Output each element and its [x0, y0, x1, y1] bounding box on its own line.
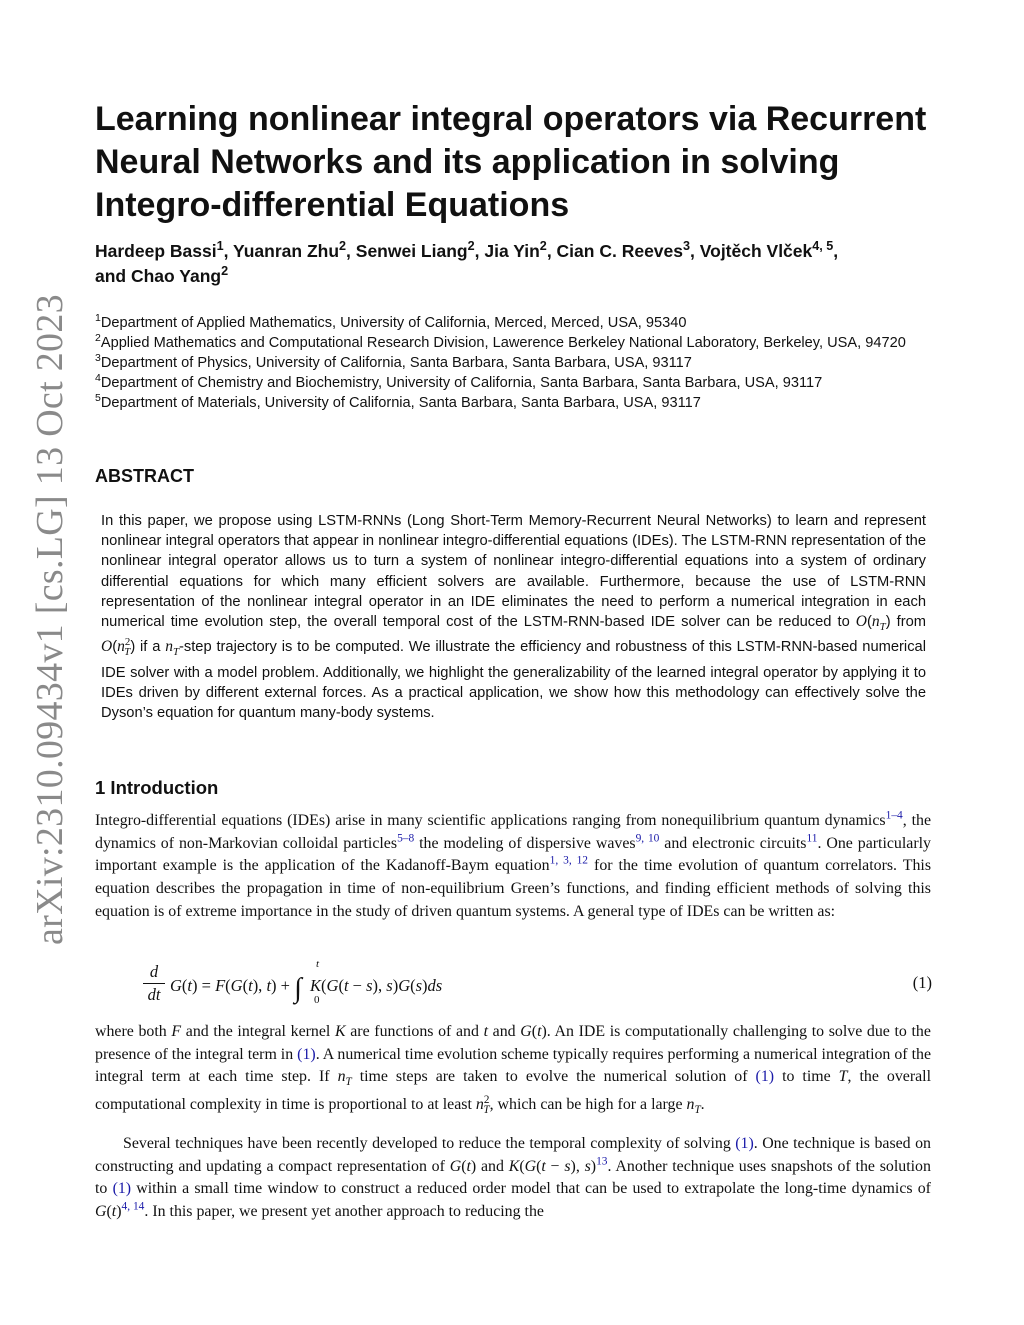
equation-body: G(t) = F(G(t), t) + ∫ K(G(t − s), s)G(s)ds: [170, 973, 443, 1004]
equation-number: (1): [912, 973, 932, 992]
citation-link[interactable]: 1–4: [885, 809, 903, 822]
equation-1: d dt G(t) = F(G(t), t) + ∫ K(G(t − s), s)G(s)ds t 0 (1): [140, 962, 932, 1010]
affiliation: $^3$Department of Physics, University of California, Santa Barbara, Santa Barbara, USA, 93117: [95, 352, 692, 371]
equation-ref-link[interactable]: (1): [735, 1135, 754, 1152]
intro-paragraph-3: Several techniques have been recently developed to reduce the temporal complexity of solving (1). One technique is based on constructing and updating a compact representation of G(t) and K(G(t − s), s)$^{13}$. Another technique uses snapshots of the solution to (1) within a small time window to construct a reduced order model that can be used to extrapolate the long-time dynamics of $G(t)^{4, 14}$. In this paper, we present yet another approach to reducing the: [95, 1135, 931, 1221]
author: Yuanran Zhu$^2$: [233, 239, 347, 261]
equation-ref-link[interactable]: (1): [297, 1045, 316, 1063]
abstract-heading: ABSTRACT: [95, 466, 194, 486]
affiliation: $^4$Department of Chemistry and Biochemistry, University of California, Santa Barbara, Santa Barbara, USA, 93117: [95, 372, 823, 391]
paper-title: Learning nonlinear integral operators via Recurrent Neural Networks and its application in solving Integro-differential Equations: [95, 100, 927, 224]
derivative-fraction: d dt: [143, 962, 165, 1005]
equation-ref-link[interactable]: (1): [112, 1180, 132, 1198]
author: Cian C. Reeves$^3$: [556, 239, 691, 261]
author-list: Hardeep Bassi$^1$, Yuanran Zhu$^2$, Senwei Liang$^2$, Jia Yin$^2$, Cian C. Reeves$^3$, Vojtěch Vlček$^{4, 5}$, and Chao Yang$^2$: [95, 239, 839, 286]
intro-paragraph-2: where both F and the integral kernel K are functions of and t and G(t). An IDE is computationally challenging to solve due to the presence of the integral term in (1). A numerical time evolution scheme typically requires performing a numerical integration of the integral term at each time step. If $n_T$ time steps are taken to evolve the numerical solution of (1) to time T, the overall computational complexity in time is proportional to at least $n^2_T$, which can be high for a large $n_T$.: [95, 1023, 931, 1117]
citation-link[interactable]: 11: [806, 832, 818, 845]
author: Senwei Liang$^2$: [355, 239, 475, 261]
author: and Chao Yang$^2$: [95, 264, 229, 286]
citation-link[interactable]: 13: [596, 1155, 608, 1168]
section-heading-introduction: 1 Introduction: [95, 777, 219, 798]
affiliation-list: [95, 313, 935, 413]
citation-link[interactable]: 4, 14: [121, 1200, 145, 1213]
affiliation: $^1$Department of Applied Mathematics, University of California, Merced, Merced, USA, 95340: [95, 312, 687, 331]
author: Vojtěch Vlček$^{4, 5}$: [699, 239, 834, 261]
arxiv-stamp: arXiv:2310.09434v1 [cs.LG] 13 Oct 2023: [29, 294, 71, 945]
citation-link[interactable]: 1, 3, 12: [549, 855, 589, 868]
equation-ref-link[interactable]: (1): [755, 1068, 775, 1086]
citation-link[interactable]: 9, 10: [635, 832, 660, 845]
intro-paragraph-1: Integro-differential equations (IDEs) arise in many scientific applications ranging from nonequilibrium quantum dynamics$^{1-4}$, the dynamics of non-Markovian colloidal particles$^{5-8}$ the modeling of dispersive waves$^{9, 10}$ and electronic circuits$^{11}$. One particularly important example is the application of the Kadanoff-Baym equation$^{1, 3, 12}$ for the time evolution of quantum correlators. This equation describes the propagation in time of non-equilibrium Green’s functions, and finding efficient methods of solving this equation is of extreme importance in the study of driven quantum systems. A general type of IDEs can be written as:: [95, 809, 932, 920]
citation-link[interactable]: 5–8: [397, 832, 415, 845]
affiliation: $^2$Applied Mathematics and Computational Research Division, Lawerence Berkeley National Laboratory, Berkeley, USA, 94720: [95, 332, 906, 351]
abstract-text: In this paper, we propose using LSTM-RNNs (Long Short-Term Memory-Recurrent Neural Networks) to learn and represent nonlinear integral operators that appear in nonlinear integro-differential equations (IDEs). The LSTM-RNN representation of the nonlinear integral operator allows us to turn a system of nonlinear integro-differential equations into a system of ordinary differential equations for which many efficient solvers are available. Furthermore, because the use of LSTM-RNN representation of the nonlinear integral operator in an IDE eliminates the need to perform a numerical integration in each numerical time evolution step, the overall temporal cost of the LSTM-RNN-based IDE solver can be reduced to $O(n_T)$ from $O(n^2_T)$ if a $n_T$-step trajectory is to be computed. We illustrate the efficiency and robustness of this LSTM-RNN-based numerical IDE solver with a model problem. Additionally, we highlight the generalizability of the learned integral operator by applying it to IDEs driven by different external forces. As a practical application, we show how this methodology can effectively solve the Dyson’s equation for quantum many-body systems.: [101, 513, 926, 722]
affiliation: $^5$Department of Materials, University of California, Santa Barbara, Santa Barbara, USA, 93117: [95, 392, 701, 411]
author: Jia Yin$^2$: [484, 239, 547, 261]
author: Hardeep Bassi$^1$: [95, 239, 224, 261]
